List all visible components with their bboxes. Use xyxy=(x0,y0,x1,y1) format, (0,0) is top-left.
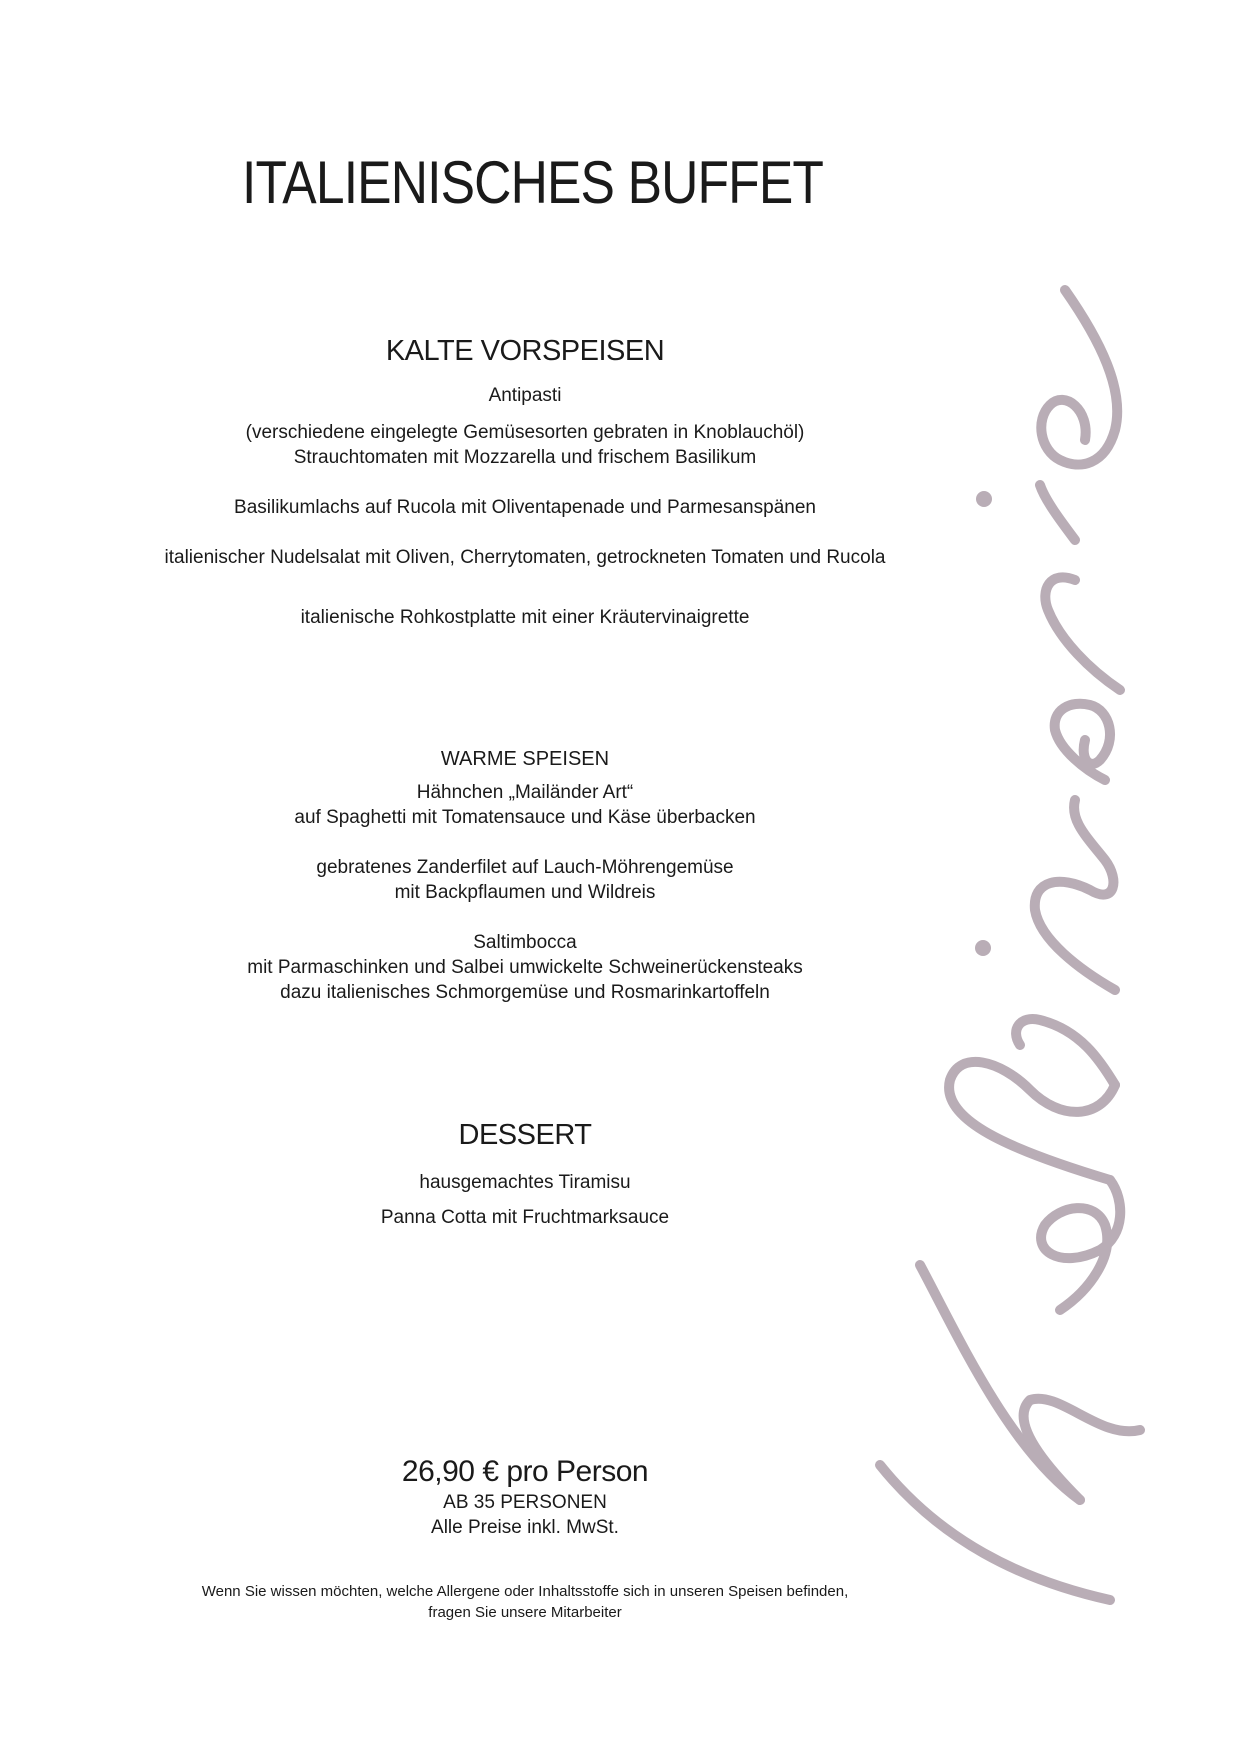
minimum-persons: AB 35 PERSONEN xyxy=(443,1492,607,1513)
price: 26,90 € pro Person xyxy=(401,1455,649,1488)
section-heading: WARME SPEISEN xyxy=(440,748,610,770)
section-warme-speisen xyxy=(110,746,940,1005)
page-title: ITALIENISCHES BUFFET xyxy=(242,149,824,216)
menu-item: hausgemachtes Tiramisu xyxy=(419,1172,631,1193)
menu-item: Saltimbocca xyxy=(473,932,577,953)
menu-item: Strauchtomaten mit Mozzarella und frischem Basilikum xyxy=(293,447,757,468)
menu-item: italienische Rohkostplatte mit einer Kräutervinaigrette xyxy=(300,607,750,628)
tax-note: Alle Preise inkl. MwSt. xyxy=(431,1517,619,1538)
section-heading: DESSERT xyxy=(458,1119,592,1151)
allergen-note-line: fragen Sie unsere Mitarbeiter xyxy=(428,1604,622,1621)
section-kalte-vorspeisen xyxy=(110,333,940,630)
menu-item: mit Parmaschinken und Salbei umwickelte Schweinerückensteaks xyxy=(247,957,803,978)
allergen-note xyxy=(110,1581,940,1623)
menu-item: dazu italienisches Schmorgemüse und Rosmarinkartoffeln xyxy=(280,982,770,1003)
menu-item: Antipasti xyxy=(488,385,562,406)
menu-item: auf Spaghetti mit Tomatensauce und Käse überbacken xyxy=(294,807,756,828)
menu-item: gebratenes Zanderfilet auf Lauch-Möhrengemüse xyxy=(316,857,734,878)
menu-item: Panna Cotta mit Fruchtmarksauce xyxy=(380,1207,670,1228)
pricing-block xyxy=(110,1454,940,1540)
section-heading: KALTE VORSPEISEN xyxy=(385,335,665,367)
section-dessert xyxy=(110,1117,940,1230)
menu-item: Basilikumlachs auf Rucola mit Oliventapenade und Parmesanspänen xyxy=(234,497,816,518)
menu-item: Hähnchen „Mailänder Art“ xyxy=(416,782,634,803)
menu-item: italienischer Nudelsalat mit Oliven, Cherrytomaten, getrockneten Tomaten und Rucola xyxy=(164,547,886,568)
allergen-note-line: Wenn Sie wissen möchten, welche Allergene oder Inhaltsstoffe sich in unseren Speisen befinden, xyxy=(201,1583,849,1600)
menu-item: mit Backpflaumen und Wildreis xyxy=(394,882,656,903)
menu-item: (verschiedene eingelegte Gemüsesorten gebraten in Knoblauchöl) xyxy=(245,422,805,443)
